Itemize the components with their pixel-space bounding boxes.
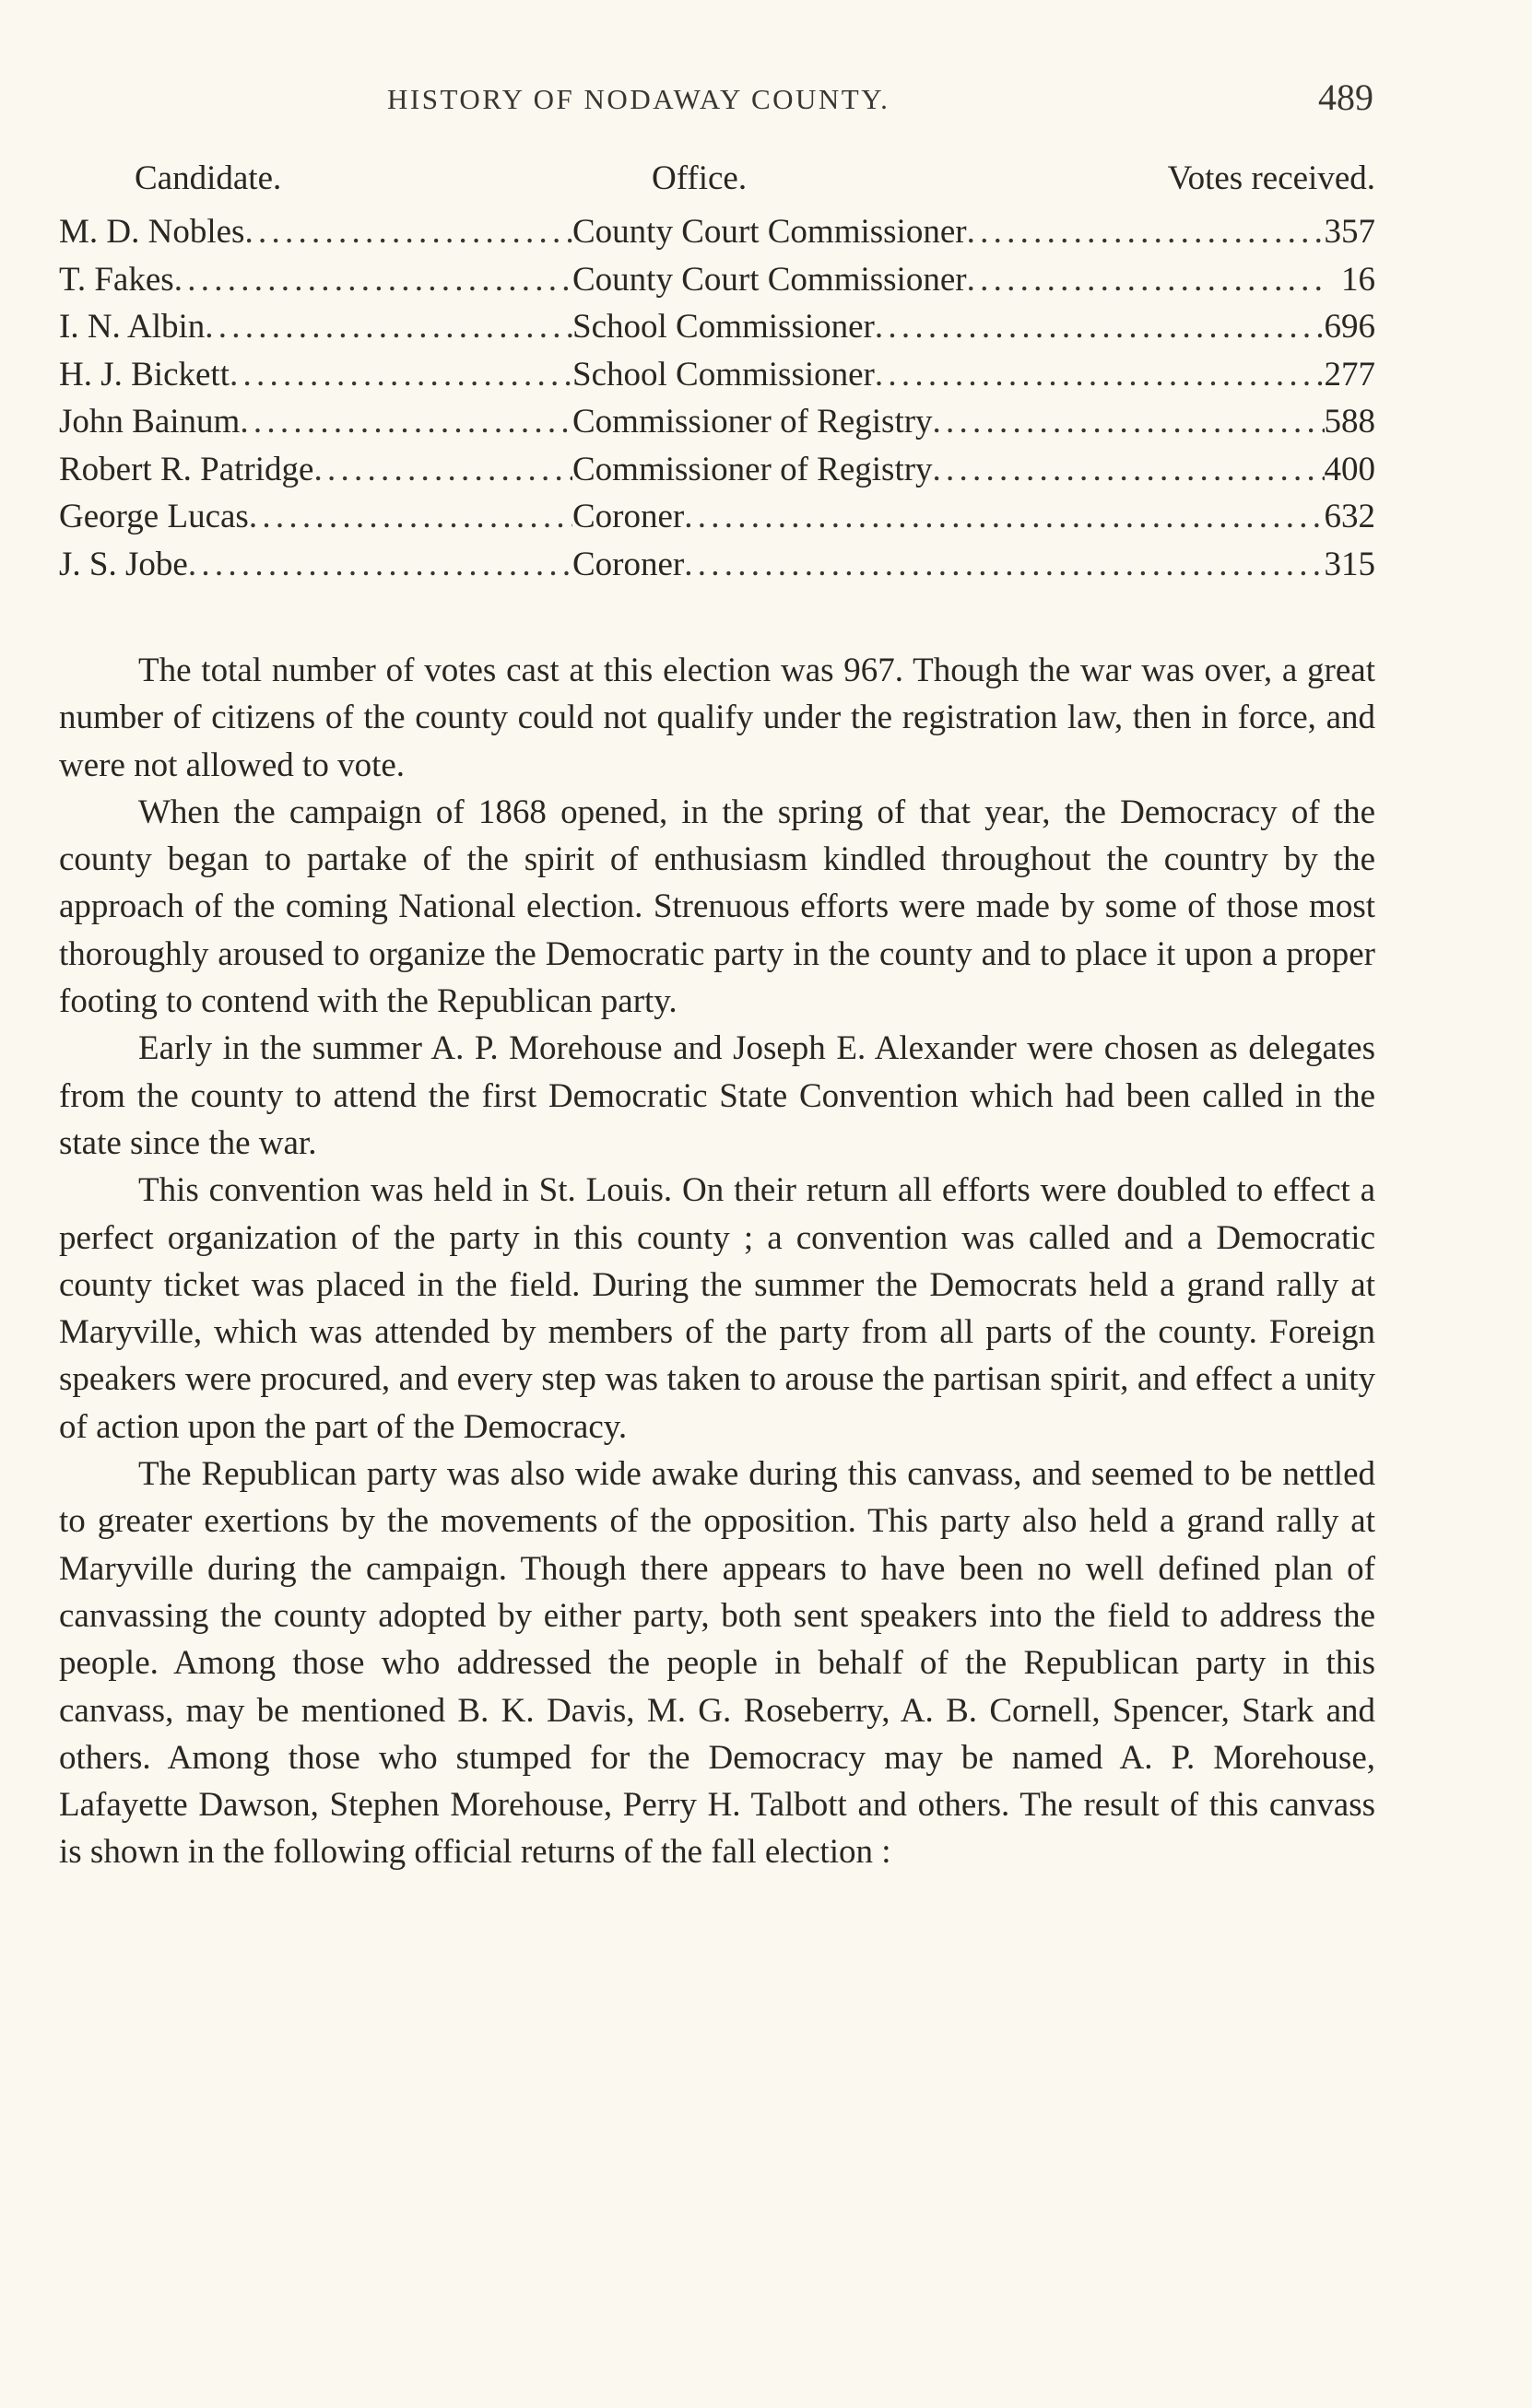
office-name: County Court Commissioner — [572, 213, 967, 251]
candidate-name: I. N. Albin — [59, 308, 206, 346]
office-name: County Court Commissioner — [572, 260, 967, 299]
candidate-name: M. D. Nobles — [59, 213, 245, 251]
leader-dots — [684, 545, 1324, 584]
paragraph: This convention was held in St. Louis. On their return all efforts were doubled to effect a perfect organization of the party in this county ; a convention was called and a Democratic county ticket was placed in the field. During the summer the Democrats held a grand rally at Maryville, which was attended by members of the party from all parts of the county. Foreign speakers were procured, and every step was taken to arouse the partisan spirit, and effect a unity of action upon the part of the Democracy. — [59, 1171, 1375, 1446]
paragraph: When the campaign of 1868 opened, in the spring of that year, the Democracy of the county began to partake of the spirit of enthusiasm kindled throughout the country by the approach of the coming National election. Strenuous efforts were made by some of those most thoroughly aroused to organize the Democratic party in the county and to place it upon a proper footing to contend with the Republican party. — [59, 793, 1375, 1021]
candidate-name: H. J. Bickett — [59, 355, 230, 394]
paragraph: The Republican party was also wide awake during this canvass, and seemed to be nettled to greater exertions by the movements of the opposition. This party also held a grand rally at Maryville during the campaign. Though there appears to have been no well defined plan of canvassing the county adopted by either party, both sent speakers into the field to address the people. Among those who addressed the people in behalf of the Republican party in this canvass, may be mentioned B. K. Davis, M. G. Roseberry, A. B. Cornell, Spencer, Stark and others. Among those who stumped for the Democracy may be named A. P. Morehouse, Lafayette Dawson, Stephen Morehouse, Perry H. Talbott and others. The result of this canvass is shown in the following official returns of the fall election : — [59, 1455, 1375, 1872]
office-name: School Commissioner — [572, 308, 875, 346]
votes-received: 632 — [1324, 498, 1375, 535]
paragraph: Early in the summer A. P. Morehouse and Joseph E. Alexander were chosen as delegates from the county to attend the first Democratic State Convention which had been called in the state since the war. — [59, 1029, 1375, 1162]
candidate-name: John Bainum — [59, 403, 241, 440]
header-votes: Votes received. — [1167, 159, 1375, 197]
leader-dots — [875, 355, 1325, 394]
table-row — [59, 497, 1375, 545]
leader-dots — [230, 355, 572, 394]
leader-dots — [875, 307, 1325, 347]
body-text — [59, 647, 1375, 1876]
candidate-name: T. Fakes — [59, 260, 174, 299]
leader-dots — [174, 260, 572, 300]
votes-received: 588 — [1324, 403, 1375, 440]
table-row — [59, 307, 1375, 355]
table-header — [59, 159, 1375, 212]
office-name: School Commissioner — [572, 355, 875, 394]
office-name: Coroner — [572, 545, 685, 583]
leader-dots — [967, 260, 1329, 300]
leader-dots — [933, 402, 1325, 441]
running-head: HISTORY OF NODAWAY COUNTY. — [387, 83, 890, 115]
votes-received: 315 — [1324, 545, 1375, 583]
election-results-table — [59, 159, 1375, 592]
header-candidate: Candidate. — [135, 159, 282, 197]
table-row — [59, 260, 1375, 308]
leader-dots — [684, 497, 1324, 536]
office-name: Commissioner of Registry — [572, 450, 933, 488]
leader-dots — [967, 212, 1325, 252]
votes-received: 277 — [1324, 355, 1375, 394]
candidate-name: J. S. Jobe — [59, 545, 188, 583]
table-row — [59, 402, 1375, 450]
paragraph: The total number of votes cast at this election was 967. Though the war was over, a great number of citizens of the county could not qualify under the registration law, then in force, and were not allowed to vote. — [59, 652, 1375, 784]
table-row — [59, 355, 1375, 403]
votes-received: 400 — [1324, 450, 1375, 488]
leader-dots — [249, 497, 572, 536]
votes-received: 696 — [1324, 308, 1375, 346]
table-row — [59, 545, 1375, 593]
leader-dots — [933, 450, 1325, 489]
leader-dots — [240, 402, 572, 441]
office-name: Commissioner of Registry — [572, 403, 933, 440]
votes-received: 16 — [1341, 260, 1375, 299]
candidate-name: George Lucas — [59, 498, 249, 535]
leader-dots — [205, 307, 572, 347]
page-number: 489 — [1318, 76, 1373, 118]
table-row — [59, 450, 1375, 498]
table-row — [59, 212, 1375, 260]
leader-dots — [313, 450, 572, 489]
leader-dots — [188, 545, 572, 584]
leader-dots — [244, 212, 572, 252]
candidate-name: Robert R. Patridge — [59, 450, 314, 488]
votes-received: 357 — [1324, 213, 1375, 251]
header-office: Office. — [652, 159, 748, 197]
office-name: Coroner — [572, 498, 685, 535]
